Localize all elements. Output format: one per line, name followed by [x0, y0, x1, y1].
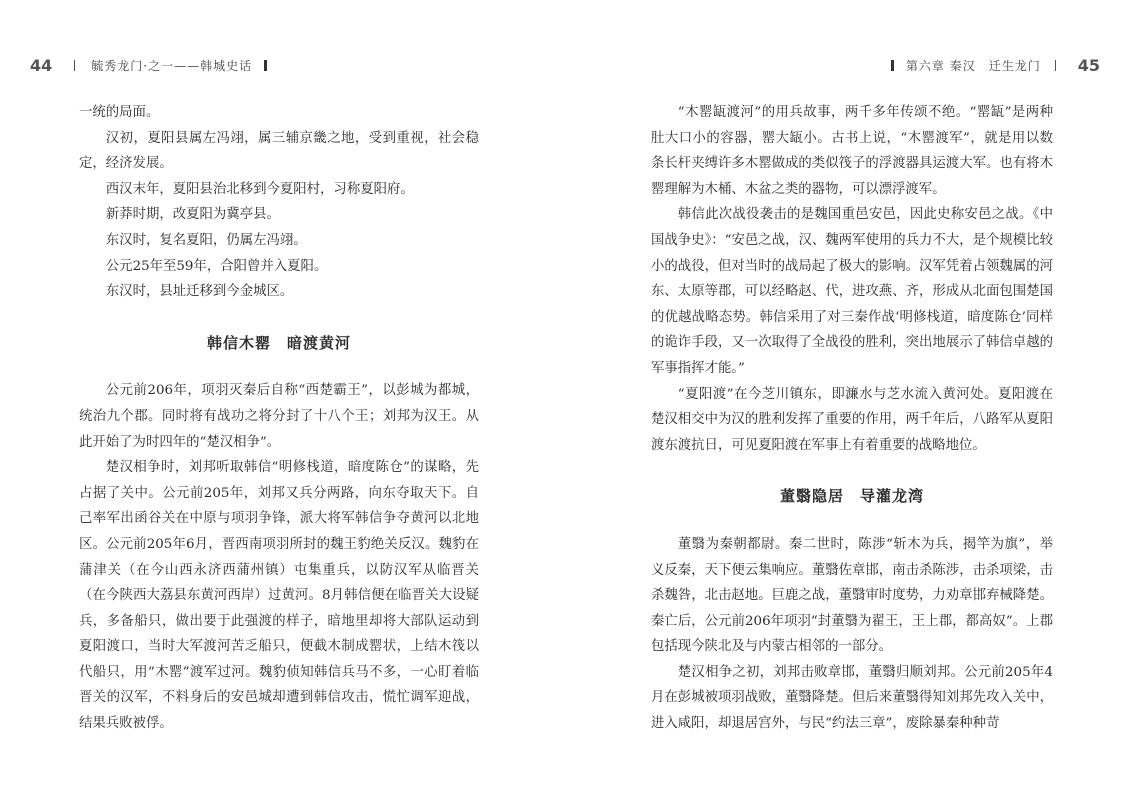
right-page-body — [651, 100, 1053, 737]
paragraph: 东汉时，县址迁移到今金城区。 — [105, 284, 294, 300]
left-page-number: 44 — [30, 55, 53, 75]
section-heading: 董翳隐居 导灌龙湾 — [779, 487, 924, 506]
paragraph: “夏阳渡”在今芝川镇东，即濂水与芝水流入黄河处。夏阳渡在楚汉相交中为汉的胜利发挥了重要的作用，两千年后，八路军从夏阳渡东渡抗日，可见夏阳渡在军事上有着重要的战略地位。 — [651, 386, 1053, 453]
left-page-header — [30, 52, 267, 78]
header-divider — [1055, 60, 1056, 71]
header-marker — [891, 60, 894, 71]
section-heading: 韩信木罂 暗渡黄河 — [206, 333, 351, 352]
paragraph: “木罂缻渡河”的用兵故事，两千多年传颂不绝。“罂缻”是两种肚大口小的容器，罂大缻小。古书上说，“木罂渡军”，就是用以数条长杆夹缚许多木罂做成的类似筏子的浮渡器具运渡大军。也有将木罂理解为木桶、木盆之类的器物，可以漂浮渡军。 — [651, 105, 1053, 197]
paragraph: 楚汉相争时，刘邦听取韩信“明修栈道，暗度陈仓”的谋略，先占据了关中。公元前205年，刘邦又兵分两路，向东夺取天下。自己率军出函谷关在中原与项羽争锋，派大将军韩信争夺黄河以北地区。公元前205年6月，晋西南项羽所封的魏王豹绝关反汉。魏豹在蒲津关（在今山西永济西蒲州镇）屯集重兵，以防汉军从临晋关（在今陕西大荔县东黄河西岸）过黄河。8月韩信便在临晋关大设疑兵，多备船只，做出要于此强渡的样子，暗地里却将大部队运动到夏阳渡口，当时大军渡河苦乏船只，便截木制成罂状，上结木筏以代船只，用“木罂”渡军过河。魏豹侦知韩信兵马不多，一心盯着临晋关的汉军，不料身后的安邑城却遭到韩信攻击，慌忙调军迎战，结果兵败被俘。 — [79, 460, 479, 732]
paragraph: 楚汉相争之初，刘邦击败章邯，董翳归顺刘邦。公元前205年4月在彭城被项羽战败，董翳降楚。但后来董翳得知刘邦先攻入关中，进入咸阳，却退居宫外，与民“约法三章”，废除暴秦种种苛 — [651, 664, 1053, 732]
paragraph: 韩信此次战役袭击的是魏国重邑安邑，因此史称安邑之战。《中国战争史》：“安邑之战，汉、魏两军使用的兵力不大，是个规模比较小的战役，但对当时的战局起了极大的影响。汉军凭着占领魏属的河东、太原等郡，可以经略赵、代，进攻燕、齐，形成从北面包围楚国的优越战略态势。韩信采用了对三秦作战‘明修栈道，暗度陈仓’同样的诡诈手段，又一次取得了全战役的胜利，突出地展示了韩信卓越的军事指挥才能。” — [651, 207, 1053, 376]
left-running-title: 毓秀龙门·之一——韩城史话 — [91, 58, 253, 73]
header-marker — [264, 60, 267, 71]
paragraph: 汉初，夏阳县属左冯翊，属三辅京畿之地，受到重视，社会稳定，经济发展。 — [79, 130, 479, 172]
right-running-title: 第六章 秦汉 迁生龙门 — [905, 58, 1041, 73]
paragraph: 东汉时，复名夏阳，仍属左冯翊。 — [105, 232, 307, 248]
paragraph: 公元25年至59年，合阳曾并入夏阳。 — [105, 258, 328, 274]
header-divider — [74, 60, 75, 71]
paragraph: 公元前206年，项羽灭秦后自称“西楚霸王”，以彭城为都城，统治九个郡。同时将有战功之将分封了十八个王；刘邦为汉王。从此开始了为时四年的“楚汉相争”。 — [79, 383, 479, 450]
left-page-body — [79, 100, 479, 737]
right-page-header — [891, 52, 1100, 78]
paragraph: 董翳为秦朝都尉。秦二世时，陈涉“斩木为兵，揭竿为旗”，举义反秦，天下便云集响应。董翳佐章邯，南击杀陈涉，击杀项梁，击杀魏咎，北击赵地。巨鹿之战，董翳审时度势，力劝章邯弃械降楚。秦亡后，公元前206年项羽“封董翳为翟王，王上郡，都高奴”。上郡包括现今陕北及与内蒙古相邻的一部分。 — [651, 536, 1053, 655]
right-page-number: 45 — [1077, 55, 1100, 75]
paragraph: 新莽时期，改夏阳为冀亭县。 — [105, 207, 280, 223]
paragraph: 一统的局面。 — [79, 105, 160, 120]
paragraph: 西汉末年，夏阳县治北移到今夏阳村，习称夏阳府。 — [105, 181, 414, 197]
